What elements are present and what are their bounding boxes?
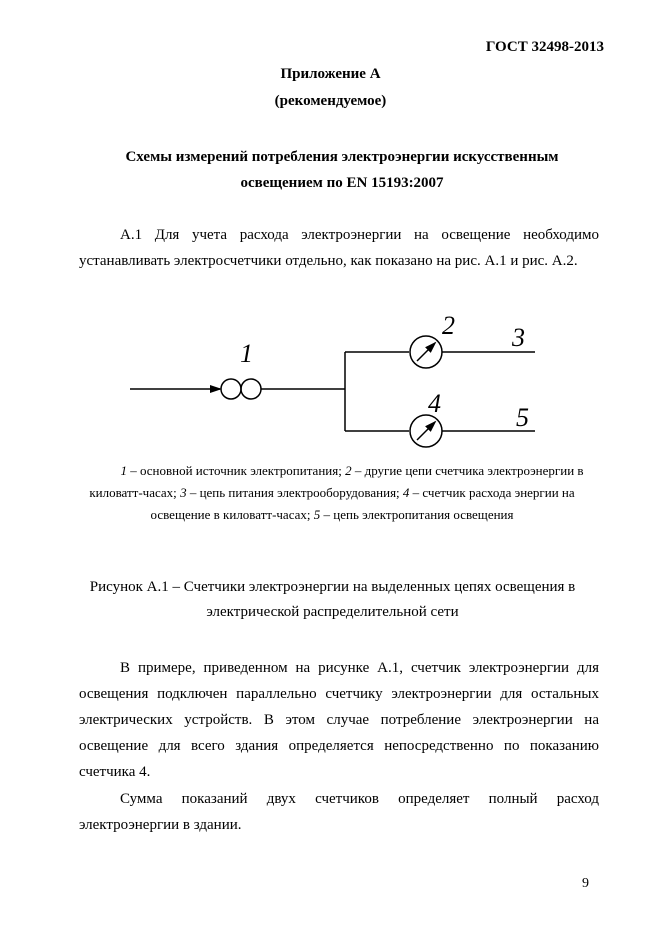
- paragraph-a1-text: А.1 Для учета расхода электроэнергии на освещение необходимо устанавливать электросчетчики отдельно, как показано на рис. А.1 и рис. А.2.: [79, 227, 599, 269]
- diagram-label-1: 1: [240, 339, 253, 368]
- legend-num-4: 4: [402, 485, 410, 500]
- figure-caption-line2: электрической распределительной сети: [206, 604, 459, 620]
- legend-num-1: 1: [120, 463, 127, 478]
- meter-4-needle: [417, 422, 435, 440]
- diagram-label-3: 3: [512, 323, 525, 352]
- standard-code: ГОСТ 32498-2013: [485, 39, 604, 55]
- paragraph-example-text: В примере, приведенном на рисунке А.1, счетчик электроэнергии для освещения подключен параллельно счетчику электроэнергии для остальных электрических устройств. В этом случае потребление электроэнергии на освещение для всего здания определяется непосредственно по показанию счетчика 4.: [79, 660, 599, 780]
- paragraph-example: [79, 655, 599, 785]
- annex-title: Приложение А: [280, 66, 381, 82]
- legend-num-2: 2: [345, 463, 352, 478]
- section-title-line2: освещением по EN 15193:2007: [240, 175, 444, 191]
- circuit-diagram: [0, 300, 661, 470]
- section-title-line1: Схемы измерений потребления электроэнергии искусственным: [125, 149, 559, 165]
- diagram-label-5: 5: [516, 403, 529, 432]
- annex-status: (рекомендуемое): [274, 93, 387, 109]
- meter-2-needle: [417, 343, 435, 361]
- source-coil-right: [241, 379, 261, 399]
- legend-text-2: – другие цепи счетчика электроэнергии в киловатт-часах;: [89, 463, 584, 500]
- paragraph-a1: [79, 222, 599, 274]
- paragraph-sum: [79, 786, 599, 838]
- legend-text-1: – основной источник электропитания;: [126, 463, 346, 478]
- legend-num-5: 5: [313, 507, 321, 522]
- legend-text-4: – счетчик расхода энергии на освещение в киловатт-часах;: [150, 485, 575, 522]
- figure-legend: [62, 460, 602, 526]
- figure-caption: [60, 575, 605, 625]
- diagram-label-4: 4: [428, 389, 441, 418]
- diagram-label-2: 2: [442, 311, 455, 340]
- figure-caption-line1: Рисунок А.1 – Счетчики электроэнергии на выделенных цепях освещения в: [89, 579, 576, 595]
- source-coil-left: [221, 379, 241, 399]
- legend-text-5: – цепь электропитания освещения: [320, 507, 514, 522]
- legend-num-3: 3: [180, 485, 187, 500]
- page-number: 9: [582, 876, 589, 891]
- paragraph-sum-text: Сумма показаний двух счетчиков определяет полный расход электроэнергии в здании.: [79, 791, 599, 833]
- legend-text-3: – цепь питания электрооборудования;: [186, 485, 403, 500]
- section-title: [82, 144, 602, 196]
